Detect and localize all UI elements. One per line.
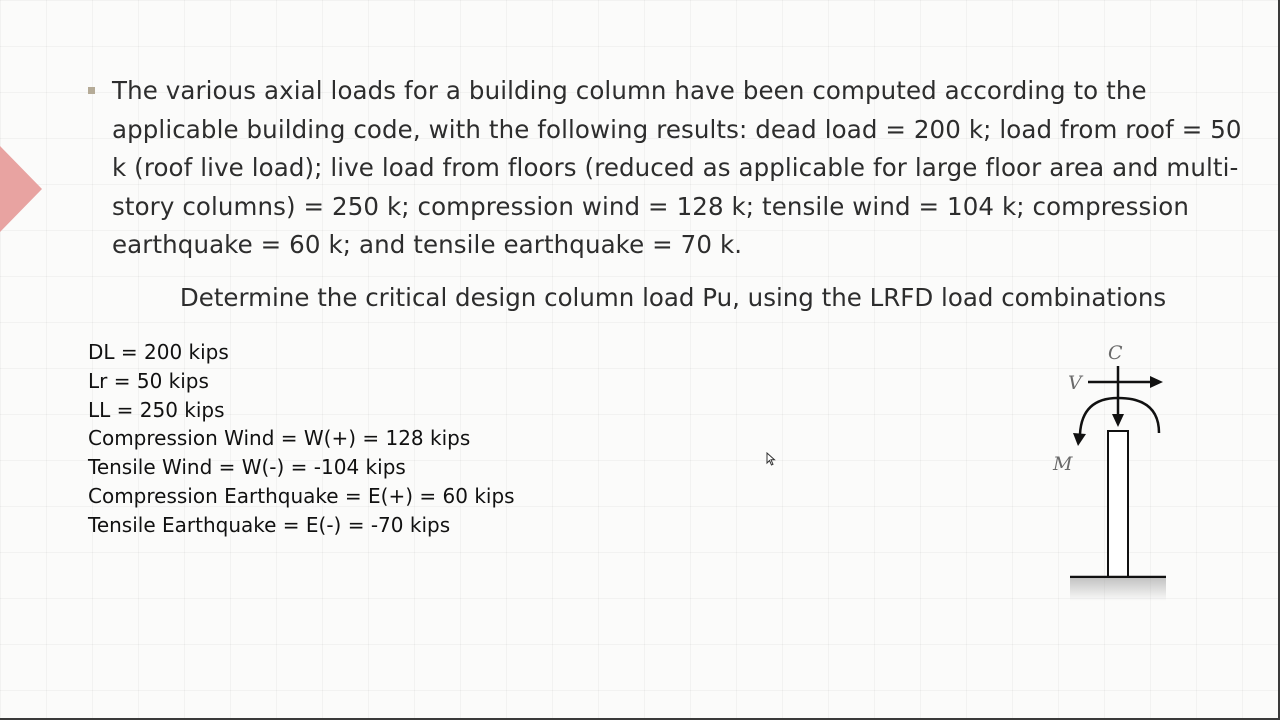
load-item-roof-live: Lr = 50 kips — [88, 368, 209, 393]
diagram-label-c: C — [1108, 342, 1123, 364]
load-item-compression-earthquake: Compression Earthquake = E(+) = 60 kips — [88, 483, 515, 508]
load-item-dead: DL = 200 kips — [88, 340, 229, 364]
axial-arrow — [1112, 366, 1124, 427]
problem-statement-text: The various axial loads for a building column have been computed according to the applicable building code, with the following results: dead load = 200 k; load from roof = 50 k (roof live load); live load from floors (reduced as applicable for large floor area and multi-story columns) = 250 k; compression wind = 128 k; tensile wind = 104 k; compression earthquake = 60 k; and tensile earthquake = 70 k. — [112, 76, 1242, 260]
column-member — [1108, 431, 1128, 577]
load-values-list — [88, 338, 515, 540]
load-item-live: LL = 250 kips — [88, 397, 225, 422]
problem-statement — [88, 72, 1258, 265]
diagram-label-m: M — [1053, 453, 1073, 475]
ground-hatch — [1070, 579, 1166, 601]
load-item-compression-wind: Compression Wind = W(+) = 128 kips — [88, 426, 471, 451]
column-load-diagram — [1046, 336, 1176, 608]
load-item-tensile-wind: Tensile Wind = W(-) = -104 kips — [88, 455, 406, 480]
diagram-label-v: V — [1068, 372, 1082, 394]
mouse-pointer-icon — [766, 451, 776, 470]
accent-triangle-decoration — [0, 146, 42, 232]
shear-arrow — [1088, 376, 1163, 388]
bullet-square-icon — [88, 87, 95, 94]
task-heading: Determine the critical design column load Pu, using the LRFD load combinations — [179, 283, 1167, 312]
load-item-tensile-earthquake: Tensile Earthquake = E(-) = -70 kips — [88, 512, 451, 537]
